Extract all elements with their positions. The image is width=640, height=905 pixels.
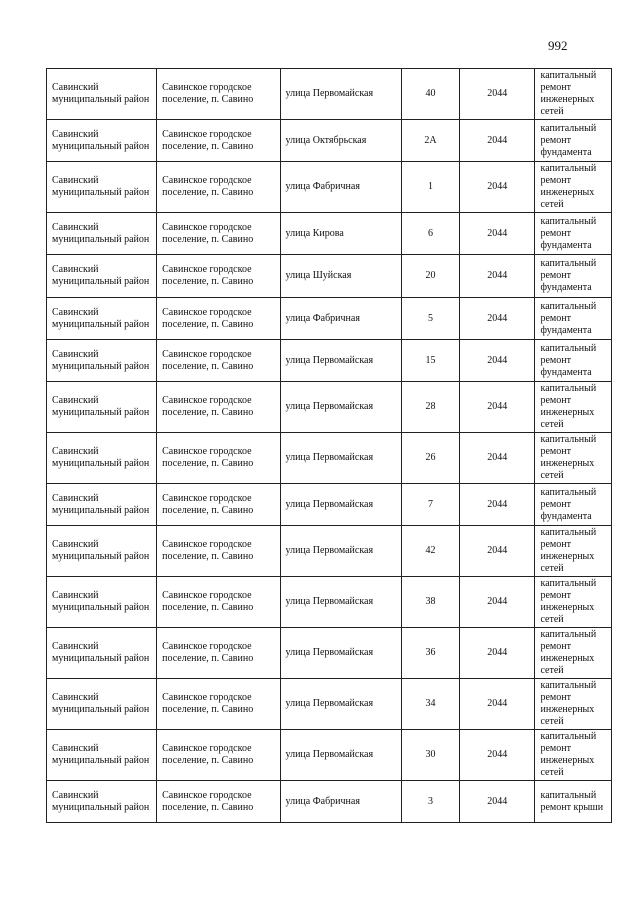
work-type-cell: капитальный ремонт фундамента	[535, 255, 612, 298]
table-row	[47, 162, 612, 213]
settlement-cell: Савинское городское поселение, п. Савино	[157, 433, 280, 484]
table-row	[47, 526, 612, 577]
table-row	[47, 120, 612, 162]
work-type-cell: капитальный ремонт инженерных сетей	[535, 577, 612, 628]
settlement-cell: Савинское городское поселение, п. Савино	[157, 577, 280, 628]
year-cell: 2044	[460, 120, 535, 162]
work-type-cell: капитальный ремонт инженерных сетей	[535, 628, 612, 679]
settlement-cell: Савинское городское поселение, п. Савино	[157, 730, 280, 781]
work-type-cell: капитальный ремонт инженерных сетей	[535, 69, 612, 120]
year-cell: 2044	[460, 213, 535, 255]
year-cell: 2044	[460, 526, 535, 577]
street-cell: улица Фабричная	[280, 162, 401, 213]
house-number-cell: 5	[401, 298, 459, 340]
street-cell: улица Первомайская	[280, 484, 401, 526]
register-table	[46, 68, 612, 823]
year-cell: 2044	[460, 484, 535, 526]
table-row	[47, 298, 612, 340]
house-number-cell: 34	[401, 679, 459, 730]
street-cell: улица Первомайская	[280, 577, 401, 628]
work-type-cell: капитальный ремонт фундамента	[535, 298, 612, 340]
work-type-cell: капитальный ремонт инженерных сетей	[535, 730, 612, 781]
house-number-cell: 6	[401, 213, 459, 255]
settlement-cell: Савинское городское поселение, п. Савино	[157, 484, 280, 526]
table-row	[47, 340, 612, 382]
district-cell: Савинский муниципальный район	[47, 298, 157, 340]
work-type-cell: капитальный ремонт фундамента	[535, 484, 612, 526]
settlement-cell: Савинское городское поселение, п. Савино	[157, 298, 280, 340]
settlement-cell: Савинское городское поселение, п. Савино	[157, 213, 280, 255]
street-cell: улица Фабричная	[280, 781, 401, 823]
year-cell: 2044	[460, 255, 535, 298]
year-cell: 2044	[460, 69, 535, 120]
table-row	[47, 577, 612, 628]
street-cell: улица Первомайская	[280, 69, 401, 120]
settlement-cell: Савинское городское поселение, п. Савино	[157, 162, 280, 213]
work-type-cell: капитальный ремонт фундамента	[535, 340, 612, 382]
table-row	[47, 213, 612, 255]
work-type-cell: капитальный ремонт инженерных сетей	[535, 526, 612, 577]
house-number-cell: 42	[401, 526, 459, 577]
year-cell: 2044	[460, 162, 535, 213]
house-number-cell: 38	[401, 577, 459, 628]
district-cell: Савинский муниципальный район	[47, 526, 157, 577]
work-type-cell: капитальный ремонт инженерных сетей	[535, 162, 612, 213]
work-type-cell: капитальный ремонт фундамента	[535, 213, 612, 255]
year-cell: 2044	[460, 781, 535, 823]
house-number-cell: 40	[401, 69, 459, 120]
work-type-cell: капитальный ремонт инженерных сетей	[535, 382, 612, 433]
settlement-cell: Савинское городское поселение, п. Савино	[157, 781, 280, 823]
settlement-cell: Савинское городское поселение, п. Савино	[157, 526, 280, 577]
house-number-cell: 15	[401, 340, 459, 382]
settlement-cell: Савинское городское поселение, п. Савино	[157, 340, 280, 382]
page-number: 992	[548, 38, 568, 53]
work-type-cell: капитальный ремонт крыши	[535, 781, 612, 823]
settlement-cell: Савинское городское поселение, п. Савино	[157, 382, 280, 433]
street-cell: улица Первомайская	[280, 628, 401, 679]
house-number-cell: 26	[401, 433, 459, 484]
table-row	[47, 382, 612, 433]
settlement-cell: Савинское городское поселение, п. Савино	[157, 69, 280, 120]
table-row	[47, 781, 612, 823]
district-cell: Савинский муниципальный район	[47, 484, 157, 526]
table-row	[47, 255, 612, 298]
house-number-cell: 2А	[401, 120, 459, 162]
table-row	[47, 69, 612, 120]
district-cell: Савинский муниципальный район	[47, 730, 157, 781]
house-number-cell: 20	[401, 255, 459, 298]
settlement-cell: Савинское городское поселение, п. Савино	[157, 255, 280, 298]
table-row	[47, 679, 612, 730]
year-cell: 2044	[460, 628, 535, 679]
district-cell: Савинский муниципальный район	[47, 162, 157, 213]
table-row	[47, 628, 612, 679]
house-number-cell: 3	[401, 781, 459, 823]
district-cell: Савинский муниципальный район	[47, 679, 157, 730]
street-cell: улица Первомайская	[280, 526, 401, 577]
table-row	[47, 433, 612, 484]
street-cell: улица Первомайская	[280, 730, 401, 781]
district-cell: Савинский муниципальный район	[47, 255, 157, 298]
district-cell: Савинский муниципальный район	[47, 120, 157, 162]
year-cell: 2044	[460, 730, 535, 781]
house-number-cell: 1	[401, 162, 459, 213]
district-cell: Савинский муниципальный район	[47, 577, 157, 628]
street-cell: улица Первомайская	[280, 679, 401, 730]
district-cell: Савинский муниципальный район	[47, 382, 157, 433]
settlement-cell: Савинское городское поселение, п. Савино	[157, 628, 280, 679]
street-cell: улица Кирова	[280, 213, 401, 255]
street-cell: улица Первомайская	[280, 433, 401, 484]
street-cell: улица Фабричная	[280, 298, 401, 340]
house-number-cell: 28	[401, 382, 459, 433]
year-cell: 2044	[460, 679, 535, 730]
settlement-cell: Савинское городское поселение, п. Савино	[157, 679, 280, 730]
street-cell: улица Первомайская	[280, 382, 401, 433]
district-cell: Савинский муниципальный район	[47, 433, 157, 484]
house-number-cell: 30	[401, 730, 459, 781]
district-cell: Савинский муниципальный район	[47, 340, 157, 382]
house-number-cell: 7	[401, 484, 459, 526]
year-cell: 2044	[460, 433, 535, 484]
house-number-cell: 36	[401, 628, 459, 679]
street-cell: улица Первомайская	[280, 340, 401, 382]
district-cell: Савинский муниципальный район	[47, 628, 157, 679]
work-type-cell: капитальный ремонт фундамента	[535, 120, 612, 162]
year-cell: 2044	[460, 340, 535, 382]
street-cell: улица Шуйская	[280, 255, 401, 298]
year-cell: 2044	[460, 382, 535, 433]
district-cell: Савинский муниципальный район	[47, 213, 157, 255]
work-type-cell: капитальный ремонт инженерных сетей	[535, 433, 612, 484]
year-cell: 2044	[460, 577, 535, 628]
register-table-body	[47, 69, 612, 823]
table-row	[47, 484, 612, 526]
district-cell: Савинский муниципальный район	[47, 781, 157, 823]
district-cell: Савинский муниципальный район	[47, 69, 157, 120]
street-cell: улица Октябрьская	[280, 120, 401, 162]
work-type-cell: капитальный ремонт инженерных сетей	[535, 679, 612, 730]
table-row	[47, 730, 612, 781]
year-cell: 2044	[460, 298, 535, 340]
settlement-cell: Савинское городское поселение, п. Савино	[157, 120, 280, 162]
